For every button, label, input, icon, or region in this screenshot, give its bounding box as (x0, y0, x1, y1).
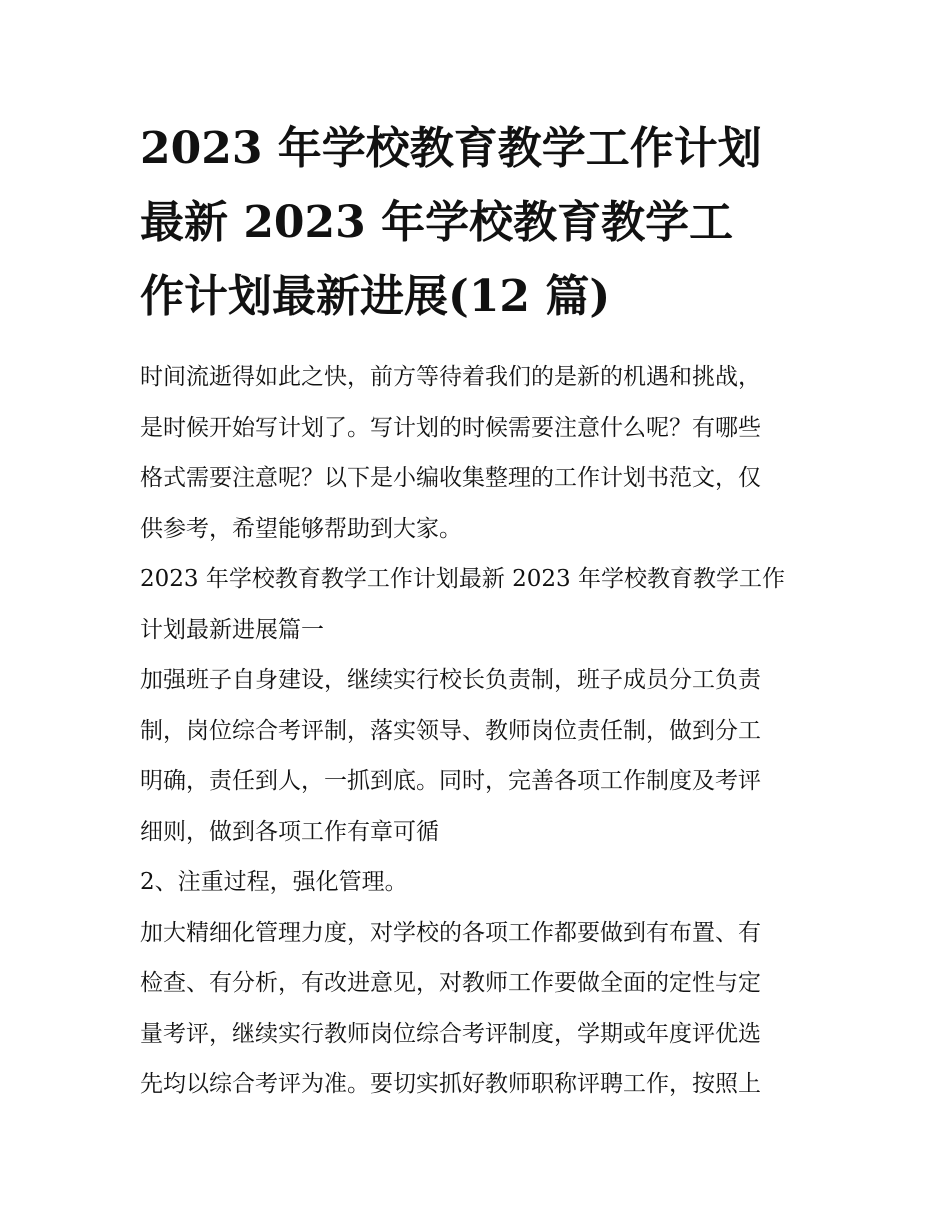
text-line: 2023 年学校教育教学工作计划最新 2023 年学校教育教学工作 (140, 566, 785, 592)
text-line: 是时候开始写计划了。写计划的时候需要注意什么呢？有哪些 (140, 414, 761, 441)
text-line: 制，岗位综合考评制，落实领导、教师岗位责任制，做到分工 (140, 717, 761, 744)
text-line: 量考评，继续实行教师岗位综合考评制度，学期或年度评优选 (140, 1020, 761, 1047)
document-title (140, 112, 815, 334)
text-line: 供参考，希望能够帮助到大家。 (140, 515, 462, 542)
document-body (140, 352, 815, 1110)
text-line: 加强班子自身建设，继续实行校长负责制，班子成员分工负责 (140, 667, 761, 693)
text-line: 加大精细化管理力度，对学校的各项工作都要做到有布置、有 (140, 919, 761, 946)
text-line: 计划最新进展篇一 (140, 616, 324, 643)
body-paragraph (140, 908, 815, 1110)
text-line: 细则，做到各项工作有章可循 (140, 818, 439, 845)
text-line: 时间流逝得如此之快，前方等待着我们的是新的机遇和挑战， (140, 364, 761, 390)
text-line: 格式需要注意呢？以下是小编收集整理的工作计划书范文，仅 (140, 465, 761, 491)
text-line: 先均以综合考评为准。要切实抓好教师职称评聘工作，按照上 (140, 1071, 761, 1097)
section-heading (140, 554, 815, 655)
title-line: 最新 2023 年学校教育教学工 (140, 197, 734, 248)
text-line: 2、注重过程，强化管理。 (140, 869, 408, 895)
text-line: 检查、有分析，有改进意见，对教师工作要做全面的定性与定 (140, 970, 761, 996)
body-paragraph (140, 655, 815, 857)
numbered-heading (140, 857, 815, 908)
document-page (140, 112, 815, 1110)
title-line: 2023 年学校教育教学工作计划 (140, 123, 762, 174)
text-line: 明确，责任到人，一抓到底。同时，完善各项工作制度及考评 (140, 768, 761, 794)
title-line: 作计划最新进展(12 篇) (140, 271, 611, 322)
intro-paragraph (140, 352, 815, 554)
